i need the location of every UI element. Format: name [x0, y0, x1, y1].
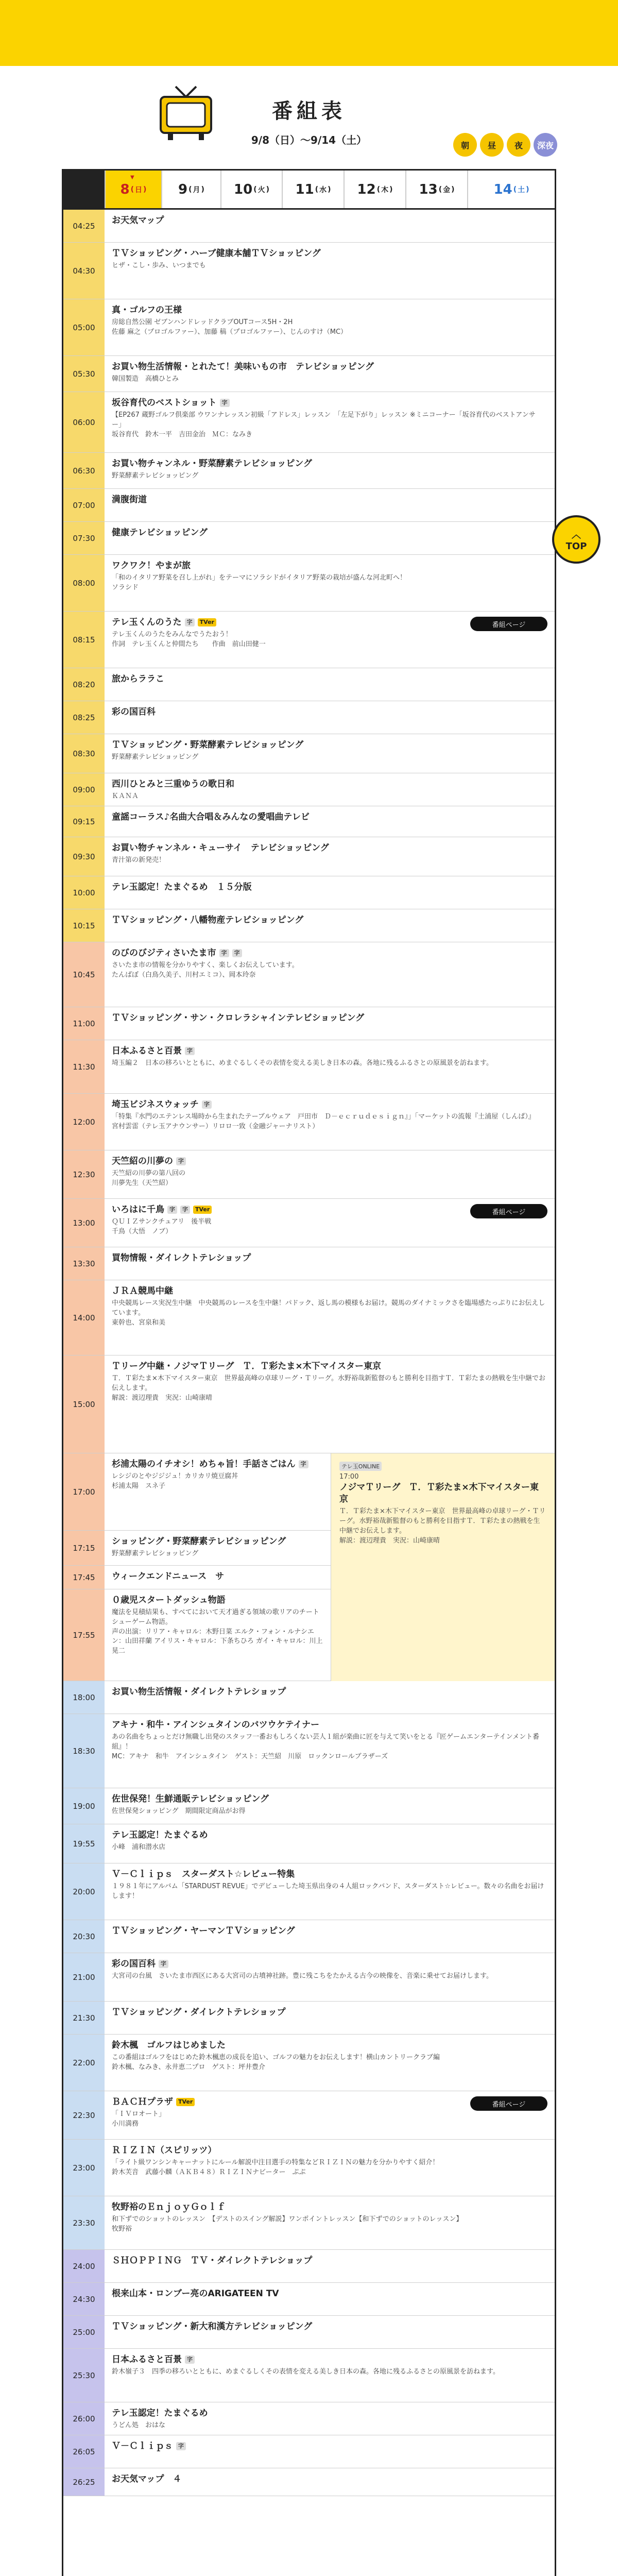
program-description: 野菜酵素テレビショッピング	[112, 753, 199, 761]
program-time: 20:00	[63, 1863, 105, 1920]
program-row	[63, 2435, 555, 2468]
tab-day-10[interactable]	[220, 171, 282, 208]
tab-day-14[interactable]	[467, 171, 555, 208]
program-title: 埼玉ビジネスウォッチ	[112, 1099, 199, 1110]
program-cell[interactable]	[105, 837, 555, 876]
program-title: お天気マップ	[112, 215, 164, 226]
program-title: 彩の国百科	[112, 707, 156, 717]
online-program-cell[interactable]	[331, 1453, 555, 1681]
program-page-button[interactable]: 番組ページ	[470, 2096, 547, 2111]
program-row	[63, 1247, 555, 1280]
program-time: 13:00	[63, 1199, 105, 1247]
tab-day-of-week: 日	[135, 185, 143, 194]
program-title: 鈴木楓 ゴルフはじめました	[112, 2040, 226, 2050]
program-description: 野菜酵素テレビショッピング	[112, 1549, 199, 1557]
program-row	[63, 806, 555, 837]
program-row	[63, 876, 555, 909]
paren: (	[130, 185, 134, 194]
program-row	[63, 1824, 555, 1863]
program-title: テレ玉くんのうた	[112, 617, 182, 628]
program-title: ＳＨＯＰＰＩＮＧ ＴＶ・ダイレクトテレショップ	[112, 2256, 313, 2266]
program-cell[interactable]	[105, 773, 555, 806]
tab-day-number: 12	[357, 181, 376, 197]
program-row	[63, 2091, 555, 2140]
current-day-marker-icon: ▼	[130, 175, 134, 180]
program-description: 小峰 浦和潜水店	[112, 1843, 166, 1851]
program-page-button[interactable]: 番組ページ	[470, 1204, 547, 1218]
program-description: 韓国製造 高橋ひとみ	[112, 375, 179, 383]
program-cell[interactable]	[105, 1681, 555, 1714]
program-title: のびのびジティさいたま市	[112, 948, 216, 958]
program-title: ＴＶショッピング・八幡物産テレビショッピング	[112, 915, 304, 925]
program-title: ＪＲＡ競馬中継	[112, 1286, 173, 1296]
subtitle-badge: 字	[167, 1206, 177, 1214]
paren: (	[315, 185, 319, 194]
program-description: Ｔ．Ｔ彩たま×木下マイスター東京 世界最高峰の卓球リーグ・Ｔリーグ。水野裕哉新監督のもと勝利を目指すＴ．Ｔ彩たまの熱戦を生中継でお伝えします。 解説：渡辺理貴 実況：山崎康晴	[112, 1374, 545, 1402]
program-row	[63, 1920, 555, 1953]
tab-day-of-week: 金	[443, 185, 451, 194]
program-title: ＲＩＺＩＮ（スピリッツ）	[112, 2145, 217, 2156]
tab-day-of-week: 水	[319, 185, 327, 194]
program-time: 08:30	[63, 734, 105, 773]
online-program-title: ノジマＴリーグ Ｔ．Ｔ彩たま×木下マイスター東京	[339, 1482, 539, 1505]
program-time: 06:30	[63, 453, 105, 488]
program-title: 杉浦太陽のイチオシ！めちゃ旨！手話さごはん	[112, 1459, 296, 1469]
program-cell[interactable]	[105, 522, 555, 554]
program-cell[interactable]	[105, 1007, 555, 1040]
program-cell[interactable]	[105, 210, 555, 242]
online-label: テレ玉ONLINE	[339, 1462, 382, 1471]
program-time: 18:00	[63, 1681, 105, 1714]
program-title: 満腹街道	[112, 495, 147, 505]
program-description: 青汁第の新発売！	[112, 856, 166, 864]
program-title: Ｖ－Ｃｌｉｐｓ	[112, 2441, 173, 2451]
program-time: 22:00	[63, 2035, 105, 2091]
program-cell[interactable]	[105, 243, 555, 299]
program-title: 買物情報・ダイレクトテレショップ	[112, 1253, 251, 1263]
program-time: 08:20	[63, 668, 105, 701]
program-description: この番組はゴルフをはじめた鈴木楓恵の成長を追い、ゴルフの魅力をお伝えします！横山カントリークラブ編 鈴木楓、なみき、永井恵二プロ ゲスト：坪井豊介	[112, 2053, 440, 2071]
program-time: 17:45	[63, 1566, 105, 1589]
program-cell[interactable]	[105, 1150, 555, 1198]
program-cell[interactable]	[105, 1824, 555, 1863]
program-row	[63, 2402, 555, 2435]
program-cell[interactable]	[105, 2468, 555, 2496]
program-row	[63, 1150, 555, 1199]
paren: (	[513, 185, 517, 194]
program-time: 20:30	[63, 1920, 105, 1953]
program-title: 根来山本・ロンブー亮のARIGATEEN TV	[112, 2289, 279, 2299]
program-cell[interactable]	[105, 1094, 555, 1150]
program-row	[63, 1953, 555, 2002]
paren: )	[143, 185, 147, 194]
program-cell[interactable]	[105, 1566, 331, 1589]
program-row	[63, 2002, 555, 2035]
program-cell[interactable]	[105, 1355, 555, 1453]
program-time: 05:00	[63, 299, 105, 355]
date-range: 9/8（日）〜9/14（土）	[251, 134, 367, 146]
program-description: うどん処 おはな	[112, 2421, 166, 2429]
paren: (	[376, 185, 381, 194]
tab-day-number: 9	[178, 181, 188, 197]
program-cell[interactable]	[105, 2140, 555, 2196]
program-time: 26:05	[63, 2435, 105, 2468]
program-cell[interactable]	[105, 2196, 555, 2249]
page-title: 番組表	[272, 99, 346, 123]
program-time: 08:00	[63, 555, 105, 611]
program-cell[interactable]	[105, 2316, 555, 2348]
program-time: 22:30	[63, 2091, 105, 2139]
program-time: 07:00	[63, 489, 105, 521]
program-time: 09:15	[63, 806, 105, 837]
program-time: 25:30	[63, 2349, 105, 2402]
chevron-up-icon: ︿	[572, 529, 581, 540]
subtitle-badge: 字	[185, 2355, 195, 2364]
program-row	[63, 243, 555, 299]
program-row	[63, 1788, 555, 1824]
day-tabs	[62, 169, 556, 208]
program-time: 17:15	[63, 1531, 105, 1565]
program-cell[interactable]	[105, 1788, 555, 1824]
program-row	[63, 2349, 555, 2402]
program-time: 12:00	[63, 1094, 105, 1150]
paren: )	[328, 185, 331, 194]
program-description: あの名曲をちょっとだけ無職し出発のスタッフ一番おもしろくない芸人１組が楽曲に匠を与えて笑いをとる『匠ゲームエンターテインメント番組』！ MC：アキナ 和牛 アインシュタイン ゲスト：天竺紹 川原 ロックンロールブラザーズ	[112, 1733, 540, 1760]
paren: )	[389, 185, 393, 194]
program-cell[interactable]	[105, 2002, 555, 2034]
program-row	[63, 210, 555, 243]
program-row	[63, 1714, 555, 1788]
program-cell[interactable]	[105, 1247, 555, 1280]
program-title: 旅からララこ	[112, 674, 164, 684]
program-title: 健康テレビショッピング	[112, 528, 208, 538]
subtitle-badge: 字	[202, 1100, 212, 1109]
back-to-top-button[interactable]	[552, 515, 600, 564]
program-time: 04:30	[63, 243, 105, 299]
program-description: 【EP267 蔵野ゴルフ倶楽部 ウワンナレッスン初級「アドレス」レッスン 「左足下がり」レッスン ※ミニコーナー「坂谷育代のベストアンサー」 坂谷育代 鈴木一平 吉田金治 ＭＣ：なみき	[112, 411, 536, 438]
program-title: 日本ふるさと百景	[112, 1046, 182, 1056]
program-row	[63, 612, 555, 668]
program-title: 坂谷育代のベストショット	[112, 398, 217, 408]
top-button-label: TOP	[565, 540, 587, 552]
program-page-button[interactable]: 番組ページ	[470, 617, 547, 631]
tab-day-number: 8	[120, 181, 130, 197]
period-latenight-button[interactable]: 深夜	[534, 133, 557, 157]
program-cell[interactable]	[105, 1863, 555, 1920]
program-cell[interactable]	[105, 876, 555, 909]
program-description: 和下ずでのショットのレッスン 【デストのスイング解説】ワンポイントレッスン【和下ずでのショットのレッスン】 牧野裕	[112, 2215, 463, 2233]
program-row	[63, 1094, 555, 1150]
tab-day-11[interactable]	[282, 171, 344, 208]
tver-badge: TVer	[198, 618, 216, 627]
program-time: 11:00	[63, 1007, 105, 1040]
program-title: 日本ふるさと百景	[112, 2354, 182, 2365]
program-description: ＱＵＩＺサンクチュアリ 後半戦 千鳥（大悟 ノブ）	[112, 1217, 212, 1235]
paren: )	[526, 185, 529, 194]
program-time: 08:15	[63, 612, 105, 668]
program-title: 天竺紹の川夢の	[112, 1156, 173, 1166]
program-title: いろはに千鳥	[112, 1205, 164, 1215]
program-cell[interactable]	[105, 1953, 555, 2001]
subtitle-badge: 字	[219, 949, 229, 958]
program-cell[interactable]	[105, 555, 555, 611]
program-description: 天竺紹の川夢の第八回の 川夢先生（天竺紹）	[112, 1169, 186, 1187]
program-row	[63, 701, 555, 734]
program-row	[63, 522, 555, 555]
program-time: 05:30	[63, 356, 105, 392]
program-row	[63, 1040, 555, 1094]
program-row	[63, 2035, 555, 2091]
program-row	[63, 1280, 555, 1355]
program-title: お天気マップ ４	[112, 2474, 182, 2484]
program-title: Ｔリーグ中継・ノジマＴリーグ Ｔ．Ｔ彩たま×木下マイスター東京	[112, 1361, 382, 1371]
program-time: 09:30	[63, 837, 105, 876]
program-cell[interactable]	[105, 806, 555, 837]
program-time: 25:00	[63, 2316, 105, 2348]
tab-day-of-week: 火	[258, 185, 265, 194]
program-cell[interactable]	[105, 2435, 555, 2468]
program-title: ＴＶショッピング・新大和漢方テレビショッピング	[112, 2321, 313, 2332]
program-description: 魔法を見積結果も、すべてにおいて天才過ぎる領域の歌リアのチートシューゲーム物語。 声の出演：リリア・キャロル：木野日菜 エルク・フォン・ルナシエン：山田祥蘭 アイリス・キャロル：下条ちひろ ガイ・キャロル：川上晃二	[112, 1608, 323, 1655]
program-description: 中央競馬レース実況生中継 中央競馬のレースを生中継！パドック、返し馬の模様もお届け。競馬のダイナミックさを臨場感たっぷりにお伝えしています。 東幹也、宮泉和美	[112, 1299, 545, 1327]
program-title: ＢＡＣＨプラザ	[112, 2097, 173, 2107]
program-row	[63, 2468, 555, 2496]
program-row	[63, 356, 555, 392]
program-description: １９８１年にアルバム「STARDUST REVUE」でデビューした埼玉県出身の４人組ロックバンド、スターダスト☆レビュー。数々の名曲をお届けします！	[112, 1882, 544, 1900]
program-time: 24:00	[63, 2250, 105, 2282]
program-row	[63, 299, 555, 356]
program-row	[63, 2283, 555, 2316]
program-time: 10:45	[63, 942, 105, 1007]
program-row	[63, 2196, 555, 2250]
program-cell[interactable]	[105, 299, 555, 355]
program-description: さいたま市の情報を分かりやすく、楽しくお伝えしています。 たんばぼ（白鳥久美子、川村エミコ）、岡本玲奈	[112, 961, 299, 979]
program-row	[63, 555, 555, 612]
tab-corner	[63, 171, 105, 208]
program-title: テレ玉認定！たまぐるめ	[112, 2408, 208, 2418]
program-time: 23:30	[63, 2196, 105, 2249]
subtitle-badge: 字	[220, 399, 230, 408]
program-cell[interactable]	[105, 2250, 555, 2282]
program-title: ＴＶショッピング・野菜酵素テレビショッピング	[112, 740, 304, 750]
program-time: 15:00	[63, 1355, 105, 1453]
program-time: 18:30	[63, 1714, 105, 1788]
program-time: 10:00	[63, 876, 105, 909]
program-row	[63, 2250, 555, 2283]
subtitle-badge: 字	[185, 618, 195, 627]
program-title: テレ玉認定！たまぐるめ １５分版	[112, 882, 252, 892]
program-time: 12:30	[63, 1150, 105, 1198]
tver-badge: TVer	[176, 2098, 195, 2107]
program-time: 06:00	[63, 392, 105, 452]
program-title: 真・ゴルフの王様	[112, 305, 182, 315]
program-cell[interactable]	[105, 1714, 555, 1788]
online-program-description: Ｔ．Ｔ彩たま×木下マイスター東京 世界最高峰の卓球リーグ・Ｔリーグ。水野裕哉新監督のもと勝利を目指すＴ．Ｔ彩たまの熱戦を生中継でお伝えします。 解説：渡辺理貴 実況：山崎康晴	[339, 1507, 546, 1545]
tab-day-number: 11	[295, 181, 314, 197]
program-time: 19:00	[63, 1788, 105, 1824]
tab-day-9[interactable]	[161, 171, 220, 208]
program-row	[63, 668, 555, 701]
program-title: お買い物チャンネル・野菜酵素テレビショッピング	[112, 459, 312, 469]
program-description: レシジのとやジジジュ！カリカリ焼豆腐丼 杉浦太陽 スネ子	[112, 1472, 238, 1490]
tab-day-of-week: 土	[518, 185, 525, 194]
online-program-time: 17:00	[339, 1472, 359, 1481]
subtitle-badge: 字	[176, 2442, 186, 2451]
program-cell[interactable]	[105, 1453, 331, 1530]
program-cell[interactable]	[105, 1040, 555, 1093]
program-description: 房総自然公園 ゼブンハンドレッドクラブOUTコース5H・2H 佐藤 麻之（プロゴルファー）、加藤 稿（プロゴルファー）、じんのすけ（MC）	[112, 318, 348, 336]
program-row	[63, 2316, 555, 2349]
subtitle-badge: 字	[159, 1960, 168, 1969]
program-title: ０歳児スタートダッシュ物語	[112, 1595, 226, 1605]
paren: (	[188, 185, 192, 194]
program-time: 23:00	[63, 2140, 105, 2196]
program-cell[interactable]	[105, 1920, 555, 1953]
program-time: 24:30	[63, 2283, 105, 2315]
program-row	[63, 453, 555, 489]
paren: )	[201, 185, 204, 194]
tab-day-number: 13	[419, 181, 438, 197]
program-row	[63, 1681, 555, 1714]
program-time: 17:00	[63, 1453, 105, 1530]
top-yellow-bar	[0, 0, 618, 66]
program-description: 大宮司の台風 さいたま市西区にある大宮司の古墳神社跡。豊に残こちをたかえる古今の映像を、音楽に乗せてお届けします。	[112, 1972, 493, 1980]
program-title: 西川ひとみと三重ゆうの歌日和	[112, 779, 234, 789]
program-time: 21:00	[63, 1953, 105, 2001]
tab-day-of-week: 月	[193, 185, 200, 194]
program-title: ＴＶショッピング・ヤーマンＴＶショッピング	[112, 1926, 295, 1936]
program-title: ウィークエンドニュース サ	[112, 1571, 225, 1582]
program-title: ＴＶショッピング・ハーブ健康本舗ＴＶショッピング	[112, 248, 321, 259]
period-noon-button[interactable]: 昼	[480, 133, 504, 157]
tab-day-12[interactable]	[344, 171, 405, 208]
program-row	[63, 1355, 555, 1453]
program-row	[63, 942, 555, 1007]
program-cell[interactable]	[105, 942, 555, 1007]
program-description: テレ玉くんのうたをみんなでうたおう！ 作詞 テレ玉くんと仲間たち 作曲 前山田健一	[112, 630, 266, 648]
tver-badge: TVer	[193, 1206, 212, 1214]
program-row	[63, 909, 555, 942]
tab-day-number: 10	[234, 181, 253, 197]
paren: )	[266, 185, 269, 194]
program-title: お買い物生活情報・ダイレクトテレショップ	[112, 1687, 286, 1697]
program-title: 牧野裕のＥｎｊｏｙＧｏｌｆ	[112, 2202, 226, 2212]
program-time: 26:00	[63, 2402, 105, 2435]
program-row	[63, 837, 555, 876]
period-evening-button[interactable]: 夜	[507, 133, 530, 157]
subtitle-badge: 字	[176, 1157, 186, 1166]
paren: (	[438, 185, 442, 194]
program-cell[interactable]	[105, 909, 555, 942]
subtitle-badge: 字	[232, 949, 242, 958]
program-cell[interactable]	[105, 701, 555, 734]
program-description: 「ＩＶロオート」 小川満務	[112, 2110, 166, 2128]
program-row	[63, 489, 555, 522]
paren: (	[253, 185, 257, 194]
program-time: 11:30	[63, 1040, 105, 1093]
program-time: 17:55	[63, 1589, 105, 1681]
program-title: アキナ・和牛・アインシュタインのバツウケテイナー	[112, 1720, 320, 1730]
program-title: ワクワク！やまが旅	[112, 561, 191, 571]
program-description: 佐世保発ショッピング 期間限定商品がお得	[112, 1807, 246, 1815]
program-cell[interactable]	[105, 1280, 555, 1355]
program-cell[interactable]	[105, 356, 555, 392]
program-title: Ｖ－Ｃｌｉｐｓ スターダスト☆レビュー特集	[112, 1869, 295, 1879]
program-row	[63, 2140, 555, 2196]
program-description: 鈴木嶺子３ 四季の移ろいとともに、めまぐるしくその表情を変える美しき日本の森。各地に残るふるさとの原風景を訪ねます。	[112, 2367, 500, 2376]
program-cell[interactable]	[105, 489, 555, 521]
program-cell[interactable]	[105, 2283, 555, 2315]
program-description: 「特集『水門のエテンレス場時から生まれたテーブルウェア 戸田市 Ｄ－ｅｃｒｕｄｅｓｉｇｎ』」「マーケットの流報『土浦屋（しんぱ）』 宮村雲雷（テレ玉アナウンサー）リロロ一致（金融ジャーナリスト）	[112, 1112, 535, 1130]
program-cell[interactable]	[105, 2035, 555, 2091]
program-cell[interactable]	[105, 734, 555, 773]
subtitle-badge: 字	[185, 1047, 195, 1056]
program-title: 童謡コーラス♪名曲大合唱＆みんなの愛唱曲テレビ	[112, 812, 310, 822]
program-row	[63, 734, 555, 773]
program-time: 21:30	[63, 2002, 105, 2034]
tab-day-8[interactable]	[105, 171, 161, 208]
program-description: 野菜酵素テレビショッピング	[112, 471, 199, 480]
program-row	[63, 1007, 555, 1040]
program-cell[interactable]	[105, 392, 555, 452]
program-title: 彩の国百科	[112, 1959, 156, 1969]
program-title: ＴＶショッピング・ダイレクトテレショップ	[112, 2007, 286, 2018]
subtitle-badge: 字	[180, 1206, 190, 1214]
program-description: ヒザ・こし・歩み、いつまでも	[112, 261, 206, 269]
tab-day-of-week: 木	[381, 185, 389, 194]
program-cell[interactable]	[105, 2349, 555, 2402]
program-time: 13:30	[63, 1247, 105, 1280]
program-cell[interactable]	[105, 668, 555, 701]
program-row	[63, 392, 555, 453]
program-time: 08:25	[63, 701, 105, 734]
program-title: テレ玉認定！たまぐるめ	[112, 1830, 208, 1840]
tab-day-13[interactable]	[405, 171, 467, 208]
program-cell[interactable]	[105, 453, 555, 488]
program-title: お買い物生活情報・とれたて！美味いもの市 テレビショッピング	[112, 362, 374, 372]
subtitle-badge: 字	[299, 1460, 308, 1469]
program-description: 「ライト級ワンシンキャーナットにルール解説中注目選手の特集などＲＩＺＩＮの魅力を分かりやすく紹介！ 鈴木芙音 武藤小麟（ＡＫＢ４８）ＲＩＺＩＮナビーター ぷぷ	[112, 2158, 439, 2176]
tv-icon	[158, 82, 214, 143]
program-time: 26:25	[63, 2468, 105, 2496]
program-title: ショッピング・野菜酵素テレビショッピング	[112, 1536, 286, 1547]
program-time: 04:25	[63, 210, 105, 242]
paren: )	[451, 185, 455, 194]
program-title: 佐世保発！生鮮通販テレビショッピング	[112, 1794, 269, 1804]
program-title: ＴＶショッピング・サン・クロレラシャインテレビショッピング	[112, 1013, 365, 1023]
program-row	[63, 773, 555, 806]
program-cell[interactable]	[105, 1531, 331, 1565]
program-time: 19:55	[63, 1824, 105, 1863]
program-title: お買い物チャンネル・キューサイ テレビショッピング	[112, 843, 329, 853]
program-time: 10:15	[63, 909, 105, 942]
program-time: 07:30	[63, 522, 105, 554]
program-row	[63, 1199, 555, 1247]
program-cell[interactable]	[105, 2402, 555, 2435]
program-time: 14:00	[63, 1280, 105, 1355]
program-description: 埼玉編２ 日本の移ろいとともに、めまぐるしくその表情を変える美しき日本の森。各地に残るふるさとの原風景を訪ねます。	[112, 1059, 493, 1067]
period-morning-button[interactable]: 朝	[453, 133, 477, 157]
program-row	[63, 1863, 555, 1920]
schedule-grid	[62, 208, 556, 2576]
tab-day-number: 14	[493, 181, 512, 197]
program-cell[interactable]	[105, 1589, 331, 1681]
program-description: ＫＡＮＡ	[112, 792, 139, 800]
program-time: 09:00	[63, 773, 105, 806]
program-description: 「和のイタリア野菜を召し上がれ」をテーマにソラシドがイタリア野菜の栽培が盛んな河北町へ！ ソラシド	[112, 573, 407, 591]
